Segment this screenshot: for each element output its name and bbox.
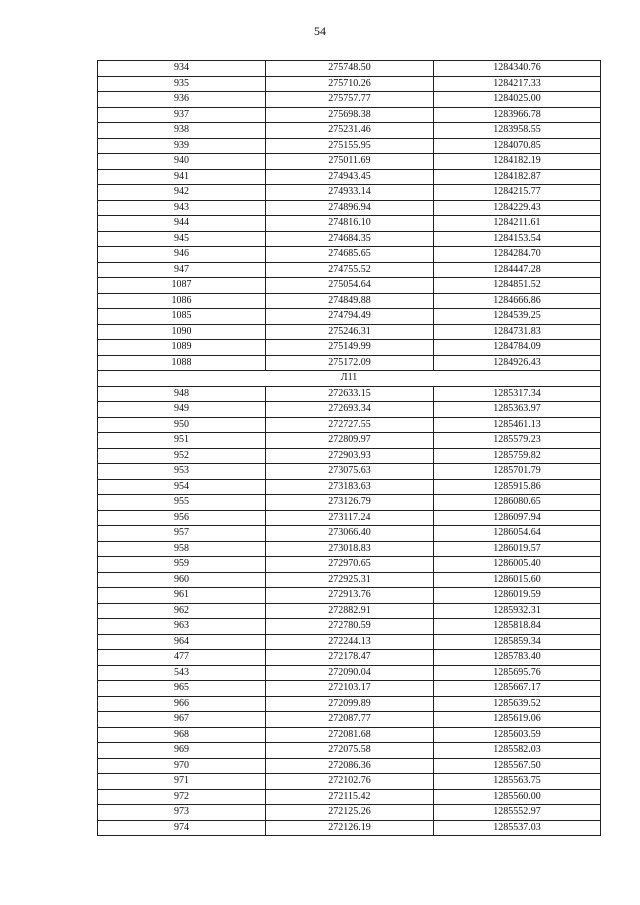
coordinate-y-cell: 1286054.64 bbox=[434, 526, 601, 542]
coordinate-y-cell: 1285818.84 bbox=[434, 619, 601, 635]
coordinate-y-cell: 1285859.34 bbox=[434, 634, 601, 650]
point-number-cell: 971 bbox=[98, 774, 266, 790]
table-row bbox=[98, 293, 601, 309]
coordinate-y-cell: 1284215.77 bbox=[434, 185, 601, 201]
coordinate-x-cell: 275710.26 bbox=[266, 76, 434, 92]
coordinate-x-cell: 274933.14 bbox=[266, 185, 434, 201]
coordinate-x-cell: 275155.95 bbox=[266, 138, 434, 154]
point-number-cell: 1087 bbox=[98, 278, 266, 294]
table-row bbox=[98, 588, 601, 604]
coordinate-y-cell: 1285537.03 bbox=[434, 820, 601, 836]
coordinate-x-cell: 274943.45 bbox=[266, 169, 434, 185]
point-number-cell: 543 bbox=[98, 665, 266, 681]
table-row bbox=[98, 789, 601, 805]
coordinate-x-cell: 275149.99 bbox=[266, 340, 434, 356]
table-row bbox=[98, 216, 601, 232]
point-number-cell: 1089 bbox=[98, 340, 266, 356]
coordinate-x-cell: 272903.93 bbox=[266, 448, 434, 464]
section-heading-row bbox=[98, 371, 601, 387]
coordinate-y-cell: 1284182.87 bbox=[434, 169, 601, 185]
point-number-cell: 1085 bbox=[98, 309, 266, 325]
coordinate-y-cell: 1286019.59 bbox=[434, 588, 601, 604]
point-number-cell: 949 bbox=[98, 402, 266, 418]
coordinate-x-cell: 272126.19 bbox=[266, 820, 434, 836]
coordinate-y-cell: 1283958.55 bbox=[434, 123, 601, 139]
point-number-cell: 952 bbox=[98, 448, 266, 464]
coordinate-y-cell: 1284731.83 bbox=[434, 324, 601, 340]
coordinate-x-cell: 272244.13 bbox=[266, 634, 434, 650]
table-row bbox=[98, 123, 601, 139]
point-number-cell: 969 bbox=[98, 743, 266, 759]
coordinate-x-cell: 272913.76 bbox=[266, 588, 434, 604]
point-number-cell: 956 bbox=[98, 510, 266, 526]
coordinate-x-cell: 273075.63 bbox=[266, 464, 434, 480]
point-number-cell: 477 bbox=[98, 650, 266, 666]
table-row bbox=[98, 510, 601, 526]
point-number-cell: 968 bbox=[98, 727, 266, 743]
coordinate-x-cell: 272087.77 bbox=[266, 712, 434, 728]
coordinate-y-cell: 1286015.60 bbox=[434, 572, 601, 588]
coordinate-x-cell: 272081.68 bbox=[266, 727, 434, 743]
table-row bbox=[98, 433, 601, 449]
table-row bbox=[98, 417, 601, 433]
coordinate-y-cell: 1285639.52 bbox=[434, 696, 601, 712]
coordinate-x-cell: 274849.88 bbox=[266, 293, 434, 309]
coordinate-y-cell: 1284851.52 bbox=[434, 278, 601, 294]
coordinate-x-cell: 275054.64 bbox=[266, 278, 434, 294]
point-number-cell: 955 bbox=[98, 495, 266, 511]
table-row bbox=[98, 619, 601, 635]
coordinate-x-cell: 272925.31 bbox=[266, 572, 434, 588]
page-number: 54 bbox=[314, 24, 326, 38]
coordinate-x-cell: 274685.65 bbox=[266, 247, 434, 263]
coordinate-x-cell: 272086.36 bbox=[266, 758, 434, 774]
table-row bbox=[98, 262, 601, 278]
table-row bbox=[98, 820, 601, 836]
coordinate-y-cell: 1286019.57 bbox=[434, 541, 601, 557]
coordinate-y-cell: 1286080.65 bbox=[434, 495, 601, 511]
coordinate-y-cell: 1285603.59 bbox=[434, 727, 601, 743]
point-number-cell: 959 bbox=[98, 557, 266, 573]
table-row bbox=[98, 169, 601, 185]
table-row bbox=[98, 758, 601, 774]
coordinate-x-cell: 274794.49 bbox=[266, 309, 434, 325]
table-row bbox=[98, 541, 601, 557]
table-row bbox=[98, 526, 601, 542]
coordinate-y-cell: 1285759.82 bbox=[434, 448, 601, 464]
table-row bbox=[98, 665, 601, 681]
point-number-cell: 958 bbox=[98, 541, 266, 557]
table-row bbox=[98, 464, 601, 480]
table-row bbox=[98, 727, 601, 743]
coordinate-x-cell: 274755.52 bbox=[266, 262, 434, 278]
coordinate-x-cell: 272882.91 bbox=[266, 603, 434, 619]
coordinate-y-cell: 1284070.85 bbox=[434, 138, 601, 154]
point-number-cell: 947 bbox=[98, 262, 266, 278]
point-number-cell: 937 bbox=[98, 107, 266, 123]
table-row bbox=[98, 185, 601, 201]
table-row bbox=[98, 324, 601, 340]
coordinate-y-cell: 1284784.09 bbox=[434, 340, 601, 356]
coordinate-y-cell: 1285461.13 bbox=[434, 417, 601, 433]
table-row bbox=[98, 355, 601, 371]
coordinate-x-cell: 272075.58 bbox=[266, 743, 434, 759]
point-number-cell: 973 bbox=[98, 805, 266, 821]
point-number-cell: 948 bbox=[98, 386, 266, 402]
point-number-cell: 970 bbox=[98, 758, 266, 774]
point-number-cell: 943 bbox=[98, 200, 266, 216]
table-row bbox=[98, 92, 601, 108]
point-number-cell: 1088 bbox=[98, 355, 266, 371]
coordinate-x-cell: 272693.34 bbox=[266, 402, 434, 418]
table-row bbox=[98, 448, 601, 464]
coordinate-x-cell: 273018.83 bbox=[266, 541, 434, 557]
point-number-cell: 964 bbox=[98, 634, 266, 650]
coordinate-y-cell: 1284666.86 bbox=[434, 293, 601, 309]
point-number-cell: 1090 bbox=[98, 324, 266, 340]
point-number-cell: 967 bbox=[98, 712, 266, 728]
point-number-cell: 957 bbox=[98, 526, 266, 542]
coordinate-x-cell: 272099.89 bbox=[266, 696, 434, 712]
point-number-cell: 966 bbox=[98, 696, 266, 712]
coordinate-y-cell: 1284182.19 bbox=[434, 154, 601, 170]
point-number-cell: 974 bbox=[98, 820, 266, 836]
point-number-cell: 946 bbox=[98, 247, 266, 263]
coordinate-y-cell: 1285582.03 bbox=[434, 743, 601, 759]
point-number-cell: 941 bbox=[98, 169, 266, 185]
coordinate-x-cell: 274684.35 bbox=[266, 231, 434, 247]
coordinate-x-cell: 273117.24 bbox=[266, 510, 434, 526]
coordinate-y-cell: 1284153.54 bbox=[434, 231, 601, 247]
table-row bbox=[98, 743, 601, 759]
coordinate-x-cell: 275172.09 bbox=[266, 355, 434, 371]
point-number-cell: 942 bbox=[98, 185, 266, 201]
section-heading: Л11 bbox=[98, 371, 601, 387]
table-row bbox=[98, 696, 601, 712]
coordinate-y-cell: 1285567.50 bbox=[434, 758, 601, 774]
table-row bbox=[98, 154, 601, 170]
point-number-cell: 935 bbox=[98, 76, 266, 92]
coordinate-y-cell: 1284340.76 bbox=[434, 61, 601, 77]
coordinate-y-cell: 1284211.61 bbox=[434, 216, 601, 232]
point-number-cell: 945 bbox=[98, 231, 266, 247]
coordinate-y-cell: 1285695.76 bbox=[434, 665, 601, 681]
point-number-cell: 939 bbox=[98, 138, 266, 154]
coordinate-x-cell: 272727.55 bbox=[266, 417, 434, 433]
coordinate-x-cell: 272780.59 bbox=[266, 619, 434, 635]
coordinate-x-cell: 275231.46 bbox=[266, 123, 434, 139]
table-row bbox=[98, 572, 601, 588]
table-row bbox=[98, 76, 601, 92]
point-number-cell: 965 bbox=[98, 681, 266, 697]
table-row bbox=[98, 805, 601, 821]
table-row bbox=[98, 386, 601, 402]
point-number-cell: 972 bbox=[98, 789, 266, 805]
coordinate-x-cell: 272103.17 bbox=[266, 681, 434, 697]
point-number-cell: 940 bbox=[98, 154, 266, 170]
point-number-cell: 963 bbox=[98, 619, 266, 635]
coordinate-y-cell: 1284447.28 bbox=[434, 262, 601, 278]
coordinate-x-cell: 272178.47 bbox=[266, 650, 434, 666]
coordinate-y-cell: 1285563.75 bbox=[434, 774, 601, 790]
coordinate-x-cell: 272115.42 bbox=[266, 789, 434, 805]
coordinate-x-cell: 272125.26 bbox=[266, 805, 434, 821]
point-number-cell: 953 bbox=[98, 464, 266, 480]
coordinate-x-cell: 273126.79 bbox=[266, 495, 434, 511]
table-row bbox=[98, 712, 601, 728]
table-row bbox=[98, 402, 601, 418]
table-row bbox=[98, 681, 601, 697]
table-row bbox=[98, 495, 601, 511]
coordinate-y-cell: 1286097.94 bbox=[434, 510, 601, 526]
table-row bbox=[98, 603, 601, 619]
table-row bbox=[98, 200, 601, 216]
table-row bbox=[98, 479, 601, 495]
coordinate-y-cell: 1284217.33 bbox=[434, 76, 601, 92]
point-number-cell: 960 bbox=[98, 572, 266, 588]
coordinate-y-cell: 1285552.97 bbox=[434, 805, 601, 821]
coordinate-y-cell: 1285363.97 bbox=[434, 402, 601, 418]
table-row bbox=[98, 107, 601, 123]
coordinates-table bbox=[97, 60, 601, 836]
point-number-cell: 938 bbox=[98, 123, 266, 139]
point-number-cell: 944 bbox=[98, 216, 266, 232]
coordinate-x-cell: 275011.69 bbox=[266, 154, 434, 170]
coordinate-y-cell: 1285932.31 bbox=[434, 603, 601, 619]
table-row bbox=[98, 138, 601, 154]
coordinate-x-cell: 273183.63 bbox=[266, 479, 434, 495]
coordinate-y-cell: 1285560.00 bbox=[434, 789, 601, 805]
point-number-cell: 934 bbox=[98, 61, 266, 77]
coordinate-y-cell: 1286005.40 bbox=[434, 557, 601, 573]
table-row bbox=[98, 650, 601, 666]
coordinate-y-cell: 1285317.34 bbox=[434, 386, 601, 402]
coordinate-y-cell: 1284539.25 bbox=[434, 309, 601, 325]
coordinate-x-cell: 274896.94 bbox=[266, 200, 434, 216]
table-row bbox=[98, 278, 601, 294]
coordinate-x-cell: 273066.40 bbox=[266, 526, 434, 542]
coordinate-y-cell: 1284284.70 bbox=[434, 247, 601, 263]
coordinate-y-cell: 1285783.40 bbox=[434, 650, 601, 666]
table-row bbox=[98, 634, 601, 650]
table-row bbox=[98, 61, 601, 77]
point-number-cell: 962 bbox=[98, 603, 266, 619]
table-row bbox=[98, 247, 601, 263]
point-number-cell: 936 bbox=[98, 92, 266, 108]
coordinate-y-cell: 1283966.78 bbox=[434, 107, 601, 123]
coordinate-y-cell: 1285619.06 bbox=[434, 712, 601, 728]
coordinate-y-cell: 1285579.23 bbox=[434, 433, 601, 449]
point-number-cell: 961 bbox=[98, 588, 266, 604]
coordinate-x-cell: 272970.65 bbox=[266, 557, 434, 573]
coordinate-x-cell: 275246.31 bbox=[266, 324, 434, 340]
coordinate-x-cell: 272102.76 bbox=[266, 774, 434, 790]
coordinate-x-cell: 275748.50 bbox=[266, 61, 434, 77]
table-row bbox=[98, 557, 601, 573]
coordinate-y-cell: 1285667.17 bbox=[434, 681, 601, 697]
coordinate-y-cell: 1285915.86 bbox=[434, 479, 601, 495]
coordinate-x-cell: 272633.15 bbox=[266, 386, 434, 402]
coordinate-x-cell: 275757.77 bbox=[266, 92, 434, 108]
coordinates-table-body bbox=[98, 61, 601, 836]
coordinate-x-cell: 272090.04 bbox=[266, 665, 434, 681]
coordinate-y-cell: 1285701.79 bbox=[434, 464, 601, 480]
coordinate-x-cell: 272809.97 bbox=[266, 433, 434, 449]
coordinate-y-cell: 1284229.43 bbox=[434, 200, 601, 216]
point-number-cell: 954 bbox=[98, 479, 266, 495]
table-row bbox=[98, 231, 601, 247]
point-number-cell: 951 bbox=[98, 433, 266, 449]
point-number-cell: 950 bbox=[98, 417, 266, 433]
coordinate-y-cell: 1284025.00 bbox=[434, 92, 601, 108]
coordinate-x-cell: 274816.10 bbox=[266, 216, 434, 232]
coordinate-x-cell: 275698.38 bbox=[266, 107, 434, 123]
coordinate-y-cell: 1284926.43 bbox=[434, 355, 601, 371]
table-row bbox=[98, 309, 601, 325]
table-row bbox=[98, 340, 601, 356]
table-row bbox=[98, 774, 601, 790]
point-number-cell: 1086 bbox=[98, 293, 266, 309]
